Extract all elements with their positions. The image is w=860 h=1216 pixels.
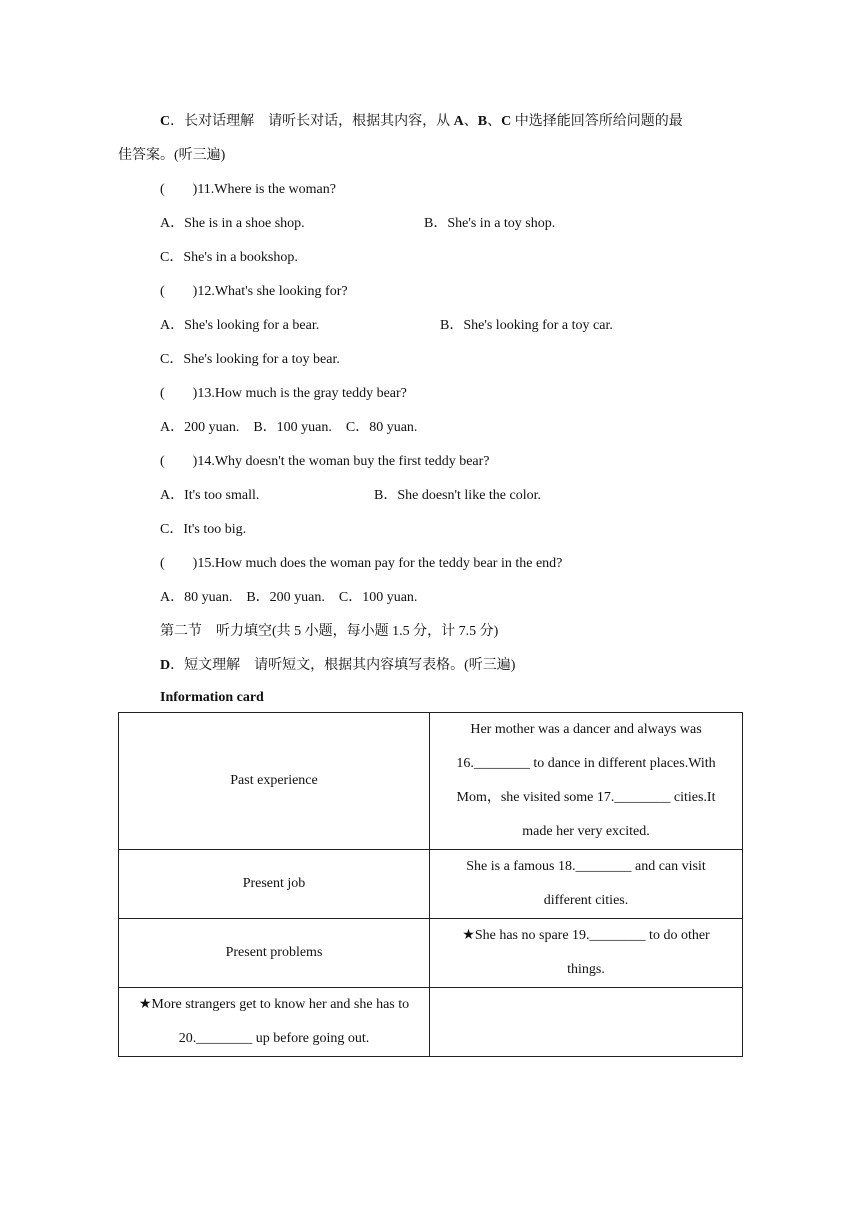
section-d-text: ．短文理解 请听短文，根据其内容填写表格。(听三遍) [170, 658, 516, 673]
question-14-option-b: B．She doesn't like the color. [374, 488, 542, 503]
cell-line: She is a famous 18.________ and can visit [466, 859, 706, 874]
cell-line: Her mother was a dancer and always was [470, 722, 702, 737]
separator: 、 [463, 114, 478, 129]
question-12-option-a: A．She's looking for a bear. [160, 318, 320, 333]
cell-line: Mom，she visited some 17.________ cities.It [456, 790, 716, 805]
option-letter-b: B [477, 114, 488, 129]
cell-line: ★She has no spare 19.________ to do other [462, 928, 710, 943]
instruction-text: 中选择能回答所给问题的最 [511, 114, 683, 129]
present-job-cell [430, 850, 743, 919]
question-13-options: A．200 yuan. B．100 yuan. C．80 yuan. [160, 420, 418, 435]
row-label-present-problems: Present problems [119, 919, 430, 988]
information-card-table [118, 712, 743, 1057]
section-c-letter: C [160, 114, 171, 129]
cell-line: 16.________ to dance in different places.With [456, 756, 716, 771]
part-2-heading: 第二节 听力填空(共 5 小题，每小题 1.5 分，计 7.5 分) [160, 624, 499, 639]
question-15-stem: ( )15.How much does the woman pay for the teddy bear in the end? [160, 556, 563, 571]
section-d-instructions [160, 656, 515, 676]
cell-line: things. [567, 962, 605, 977]
question-13-stem: ( )13.How much is the gray teddy bear? [160, 386, 407, 401]
question-14-option-a: A．It's too small. [160, 488, 260, 503]
question-11-option-c: C．She's in a bookshop. [160, 250, 298, 265]
question-11-option-b: B．She's in a toy shop. [424, 216, 556, 231]
separator: 、 [487, 114, 502, 129]
instruction-text: 请听长对话，根据其内容，从 [254, 114, 454, 129]
empty-cell [430, 988, 743, 1057]
question-12-stem: ( )12.What's she looking for? [160, 284, 348, 299]
information-card-title [160, 688, 264, 708]
present-problems-cell [430, 919, 743, 988]
cell-line: different cities. [543, 893, 629, 908]
table-row [119, 713, 743, 850]
table-row [119, 850, 743, 919]
section-c-instructions [160, 112, 683, 132]
card-title-text: Information card [160, 690, 264, 705]
cell-line: 20.________ up before going out. [178, 1031, 370, 1046]
row-label-present-job: Present job [119, 850, 430, 919]
cell-line: ★More strangers get to know her and she has to [138, 997, 410, 1012]
question-12-option-c: C．She's looking for a toy bear. [160, 352, 340, 367]
section-c-title: ．长对话理解 [170, 114, 255, 129]
question-14-stem: ( )14.Why doesn't the woman buy the first teddy bear? [160, 454, 490, 469]
question-12-option-b: B．She's looking for a toy car. [440, 318, 613, 333]
section-d-letter: D [160, 658, 171, 673]
cell-line: made her very excited. [522, 824, 650, 839]
question-14-option-c: C．It's too big. [160, 522, 247, 537]
section-c-instructions-line2: 佳答案。(听三遍) [118, 148, 226, 163]
question-15-options: A．80 yuan. B．200 yuan. C．100 yuan. [160, 590, 418, 605]
table-row [119, 988, 743, 1057]
question-11-stem: ( )11.Where is the woman? [160, 182, 336, 197]
problem-detail-cell [119, 988, 430, 1057]
past-experience-cell [430, 713, 743, 850]
question-11-option-a: A．She is in a shoe shop. [160, 216, 305, 231]
option-letter-a: A [453, 114, 464, 129]
table-row [119, 919, 743, 988]
option-letter-c: C [501, 114, 512, 129]
row-label-past-experience: Past experience [119, 713, 430, 850]
